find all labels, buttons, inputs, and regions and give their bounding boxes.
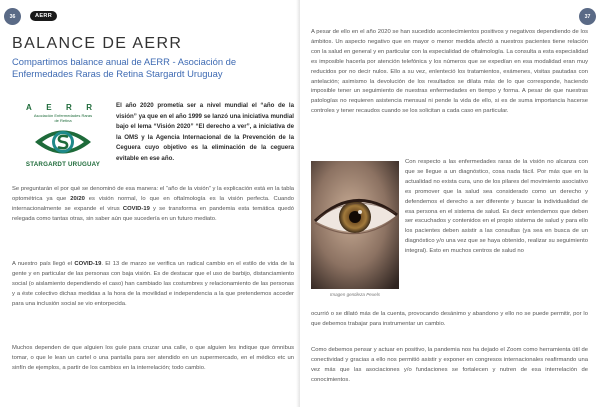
- image-caption: Imagen gentileza Pexels: [329, 292, 381, 297]
- text-run: Se preguntarán el por qué se denominó de esa manera: el “año de la visión” y la explicación está en la tabla optométrica ya que: [12, 186, 294, 202]
- logo-caption-line: Asociación Enfermedades Raras: [33, 113, 93, 118]
- body-paragraph-4: A pesar de ello en el año 2020 se han sucedido acontecimientos positivos y negativos dependiendo de los ámbitos. Un aspecto negativo que en mayor o menor medida afectó a nuestros pacientes tiene relación con la salud en general y en particular con la especialidad de oftalmología. La consulta a esta especialidad es imposible hacerla por atención telefónica y los números que se expedían en esa modalidad eran muy reducidos por no decir nulos. Ello a su vez, enlenteció los tratamientos, exámenes, visitas pautadas con antelación; asimismo la devolución de los resultados se dilata más de lo que corresponde, haciendo imposible tener un seguimiento de nuestras enfermedades en tiempo y forma. A pesar de que nuestras patologías no requieren asistencia mensual ni pende la vida de ello, si es de suma importancia hacerse controles y tener recaudos cuando se los solicitan a cada caso en particular.: [311, 29, 588, 115]
- body-paragraph-1: [12, 185, 294, 225]
- text-run: . El 13 de marzo se verifica un radical cambio en el estilo de vida de la gente y en particular de las personas con baja visión. Es de destacar que el uso de barbijo, distanciamiento social (o aislamiento dependiendo el caso) han cambiado las costumbres y relacionamiento de las personas y a éste colectivo dichas medidas a la hora de la movilidad e independencia a la que pretendemos acceder para una inclusión social se vio entorpecida.: [12, 261, 295, 307]
- text-run: y se transforma en pandemia esta temática quedó relegada como tantas otras, sin saber aún que sucedería en un futuro mediato.: [12, 205, 294, 222]
- logo-letter: E: [46, 103, 52, 112]
- body-paragraph-3: Muchos dependen de que alguien los guíe para cruzar una calle, o que alguien les indique que ómnibus tomar, o que le lean un cartel o una pantalla para ser atendido en un supermercado, en el médico etc un sinfín de ejemplos, a partir de los cambios en la interrelación; todo cambio.: [12, 345, 294, 371]
- eye-s-logo-icon: [33, 125, 93, 159]
- text-run-bold: 20/20: [70, 195, 85, 202]
- page-number-right: 37: [579, 8, 596, 25]
- logo-brand: STARGARDT URUGUAY: [25, 161, 101, 168]
- logo-letter: A: [26, 103, 32, 112]
- logo-caption-line: de Retina: [54, 118, 72, 123]
- page-subtitle: Compartimos balance anual de AERR - Asociación de Enfermedades Raras de Retina Stargardt Uruguay: [12, 56, 237, 79]
- section-tag: AERR: [30, 11, 57, 21]
- body-paragraph-2: [12, 260, 294, 310]
- body-paragraph-7: Como debemos pensar y actuar en positivo, la pandemia nos ha dejado el Zoom como herramienta útil de conectividad y gracias a ello nos permitió asistir y exponer en congresos internacionales reafirmando una vez más que las asociaciones y/o fundaciones se fortalecen y nutren de esa interrelación de conocimientos.: [311, 347, 588, 383]
- text-run-bold: COVID-19: [122, 205, 150, 212]
- aerr-logo: [14, 103, 112, 183]
- logo-letters: [26, 103, 92, 112]
- text-run-bold: COVID-19: [74, 261, 102, 267]
- eye-photo: [311, 161, 399, 289]
- logo-letter: R: [66, 103, 72, 112]
- logo-caption: [14, 113, 112, 123]
- body-paragraph-5: Con respecto a las enfermedades raras de la visión no alcanza con que se llegue a un diagnóstico, cosa nada fácil. Por más que en la actualidad no exista cura, uno de los pilares del movimiento asociativo es promover que la salud sea considerado como un derecho y defendemos el derecho a ser diferente y buscar la individualidad de esa persona en el sistema de salud. Es decir entendemos que deben ser escuchados y contenidos en el propio sistema de salud y para ello los pacientes deben asistir a las consultas (ya sea en busca de un diagnóstico y/o una vez que se haya obtenido, realizar su seguimiento integral). Esto en muchos centros de salud no: [405, 159, 588, 255]
- page-number-left: 36: [4, 8, 21, 25]
- intro-paragraph: El año 2020 prometía ser a nivel mundial el “año de la visión” ya que en el año 1999 se lanzó una iniciativa mundial bajo el lema “Visión 2020” “El derecho a ver”, a iniciativa de la OMS y la Agencia Internacional de la Prevención de la Ceguera cuyo objetivo es la eliminación de la ceguera evitable en ese año.: [116, 102, 294, 162]
- text-run: es visión normal, lo que en oftalmología es la visión perfecta. Cuando internacionalmente se expande el virus: [12, 195, 294, 212]
- page-title: BALANCE DE AERR: [12, 35, 183, 52]
- right-page: [300, 0, 600, 407]
- text-run: A nuestro país llegó el: [12, 261, 75, 267]
- eye-closeup-icon: [311, 161, 399, 289]
- logo-letter: R: [86, 103, 92, 112]
- body-paragraph-6: ocurrió o se dilató más de la cuenta, provocando desánimo y abandono y ello no se puede permitir, por lo que debemos trabajar para instrumentar un cambio.: [311, 311, 588, 327]
